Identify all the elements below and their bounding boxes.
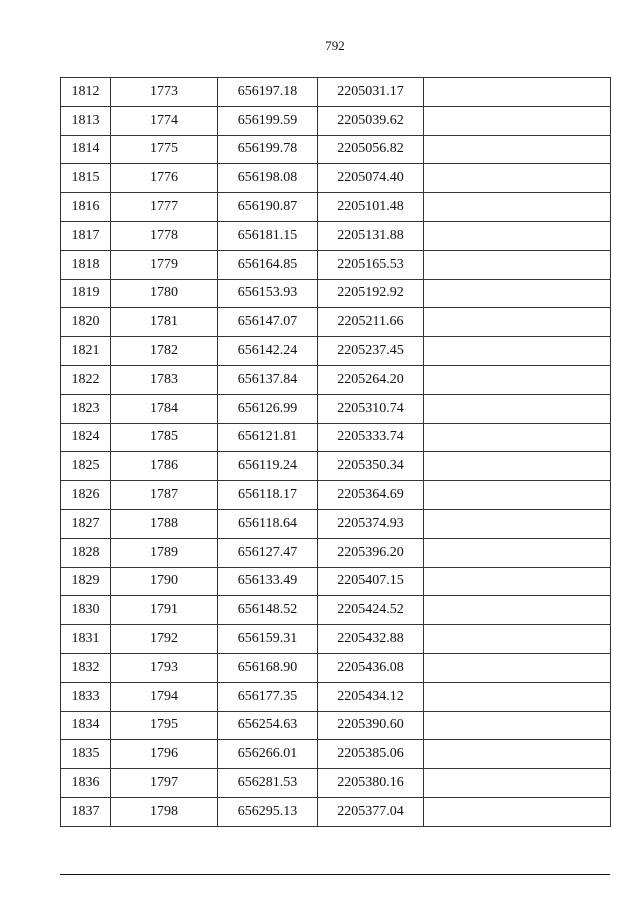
x-coordinate-cell: 656199.78 [218,135,318,164]
point-id-cell: 1782 [111,337,218,366]
x-coordinate-cell: 656119.24 [218,452,318,481]
x-coordinate-cell: 656168.90 [218,653,318,682]
row-number-cell: 1819 [61,279,111,308]
row-number-cell: 1826 [61,481,111,510]
point-id-cell: 1779 [111,250,218,279]
table-row [61,164,611,193]
x-coordinate-cell: 656190.87 [218,193,318,222]
point-id-cell: 1796 [111,740,218,769]
row-number-cell: 1812 [61,78,111,107]
row-number-cell: 1817 [61,221,111,250]
point-id-cell: 1786 [111,452,218,481]
x-coordinate-cell: 656126.99 [218,394,318,423]
row-number-cell: 1822 [61,365,111,394]
x-coordinate-cell: 656137.84 [218,365,318,394]
y-coordinate-cell: 2205131.88 [318,221,424,250]
x-coordinate-cell: 656133.49 [218,567,318,596]
y-coordinate-cell: 2205432.88 [318,625,424,654]
point-id-cell: 1776 [111,164,218,193]
note-cell [424,78,611,107]
y-coordinate-cell: 2205434.12 [318,682,424,711]
y-coordinate-cell: 2205350.34 [318,452,424,481]
row-number-cell: 1825 [61,452,111,481]
y-coordinate-cell: 2205436.08 [318,653,424,682]
row-number-cell: 1834 [61,711,111,740]
note-cell [424,279,611,308]
point-id-cell: 1785 [111,423,218,452]
note-cell [424,653,611,682]
note-cell [424,740,611,769]
y-coordinate-cell: 2205390.60 [318,711,424,740]
x-coordinate-cell: 656281.53 [218,769,318,798]
y-coordinate-cell: 2205192.92 [318,279,424,308]
point-id-cell: 1774 [111,106,218,135]
point-id-cell: 1797 [111,769,218,798]
y-coordinate-cell: 2205377.04 [318,797,424,826]
table-row [61,653,611,682]
table-row [61,740,611,769]
x-coordinate-cell: 656127.47 [218,538,318,567]
row-number-cell: 1814 [61,135,111,164]
table-row [61,221,611,250]
x-coordinate-cell: 656153.93 [218,279,318,308]
note-cell [424,106,611,135]
row-number-cell: 1828 [61,538,111,567]
row-number-cell: 1830 [61,596,111,625]
note-cell [424,567,611,596]
y-coordinate-cell: 2205424.52 [318,596,424,625]
note-cell [424,221,611,250]
note-cell [424,337,611,366]
row-number-cell: 1823 [61,394,111,423]
x-coordinate-cell: 656159.31 [218,625,318,654]
point-id-cell: 1781 [111,308,218,337]
y-coordinate-cell: 2205364.69 [318,481,424,510]
row-number-cell: 1837 [61,797,111,826]
table-row [61,481,611,510]
row-number-cell: 1820 [61,308,111,337]
row-number-cell: 1821 [61,337,111,366]
point-id-cell: 1773 [111,78,218,107]
x-coordinate-cell: 656198.08 [218,164,318,193]
note-cell [424,797,611,826]
page-number: 792 [325,38,345,53]
note-cell [424,394,611,423]
row-number-cell: 1816 [61,193,111,222]
row-number-cell: 1824 [61,423,111,452]
note-cell [424,711,611,740]
y-coordinate-cell: 2205101.48 [318,193,424,222]
x-coordinate-cell: 656181.15 [218,221,318,250]
row-number-cell: 1829 [61,567,111,596]
point-id-cell: 1784 [111,394,218,423]
x-coordinate-cell: 656177.35 [218,682,318,711]
y-coordinate-cell: 2205237.45 [318,337,424,366]
table-row [61,567,611,596]
x-coordinate-cell: 656118.64 [218,509,318,538]
y-coordinate-cell: 2205374.93 [318,509,424,538]
x-coordinate-cell: 656164.85 [218,250,318,279]
y-coordinate-cell: 2205264.20 [318,365,424,394]
point-id-cell: 1789 [111,538,218,567]
y-coordinate-cell: 2205056.82 [318,135,424,164]
table-row [61,452,611,481]
y-coordinate-cell: 2205310.74 [318,394,424,423]
y-coordinate-cell: 2205211.66 [318,308,424,337]
note-cell [424,193,611,222]
point-id-cell: 1795 [111,711,218,740]
note-cell [424,596,611,625]
x-coordinate-cell: 656254.63 [218,711,318,740]
table-row [61,106,611,135]
point-id-cell: 1792 [111,625,218,654]
note-cell [424,481,611,510]
y-coordinate-cell: 2205165.53 [318,250,424,279]
table-row [61,394,611,423]
note-cell [424,250,611,279]
table-row [61,682,611,711]
x-coordinate-cell: 656148.52 [218,596,318,625]
note-cell [424,625,611,654]
note-cell [424,308,611,337]
table-row [61,365,611,394]
y-coordinate-cell: 2205380.16 [318,769,424,798]
table-row [61,509,611,538]
note-cell [424,509,611,538]
table-row [61,625,611,654]
table-body [61,78,611,827]
table-row [61,337,611,366]
note-cell [424,365,611,394]
table-row [61,596,611,625]
row-number-cell: 1832 [61,653,111,682]
x-coordinate-cell: 656266.01 [218,740,318,769]
row-number-cell: 1813 [61,106,111,135]
y-coordinate-cell: 2205031.17 [318,78,424,107]
point-id-cell: 1778 [111,221,218,250]
note-cell [424,135,611,164]
point-id-cell: 1787 [111,481,218,510]
table-row [61,769,611,798]
table-row [61,308,611,337]
point-id-cell: 1791 [111,596,218,625]
point-id-cell: 1793 [111,653,218,682]
note-cell [424,452,611,481]
table-row [61,250,611,279]
point-id-cell: 1788 [111,509,218,538]
note-cell [424,769,611,798]
x-coordinate-cell: 656295.13 [218,797,318,826]
row-number-cell: 1827 [61,509,111,538]
point-id-cell: 1798 [111,797,218,826]
x-coordinate-cell: 656199.59 [218,106,318,135]
y-coordinate-cell: 2205396.20 [318,538,424,567]
note-cell [424,538,611,567]
point-id-cell: 1790 [111,567,218,596]
coordinate-table [60,77,611,827]
point-id-cell: 1794 [111,682,218,711]
y-coordinate-cell: 2205333.74 [318,423,424,452]
y-coordinate-cell: 2205407.15 [318,567,424,596]
point-id-cell: 1780 [111,279,218,308]
note-cell [424,682,611,711]
point-id-cell: 1775 [111,135,218,164]
row-number-cell: 1835 [61,740,111,769]
y-coordinate-cell: 2205385.06 [318,740,424,769]
x-coordinate-cell: 656142.24 [218,337,318,366]
x-coordinate-cell: 656197.18 [218,78,318,107]
y-coordinate-cell: 2205039.62 [318,106,424,135]
y-coordinate-cell: 2205074.40 [318,164,424,193]
table-row [61,279,611,308]
x-coordinate-cell: 656118.17 [218,481,318,510]
table-row [61,135,611,164]
table-row [61,78,611,107]
table-row [61,423,611,452]
point-id-cell: 1783 [111,365,218,394]
note-cell [424,423,611,452]
note-cell [424,164,611,193]
table-row [61,193,611,222]
point-id-cell: 1777 [111,193,218,222]
row-number-cell: 1836 [61,769,111,798]
footer-divider [60,874,610,875]
row-number-cell: 1831 [61,625,111,654]
table-row [61,797,611,826]
row-number-cell: 1833 [61,682,111,711]
row-number-cell: 1818 [61,250,111,279]
row-number-cell: 1815 [61,164,111,193]
x-coordinate-cell: 656147.07 [218,308,318,337]
table-row [61,538,611,567]
x-coordinate-cell: 656121.81 [218,423,318,452]
table-row [61,711,611,740]
